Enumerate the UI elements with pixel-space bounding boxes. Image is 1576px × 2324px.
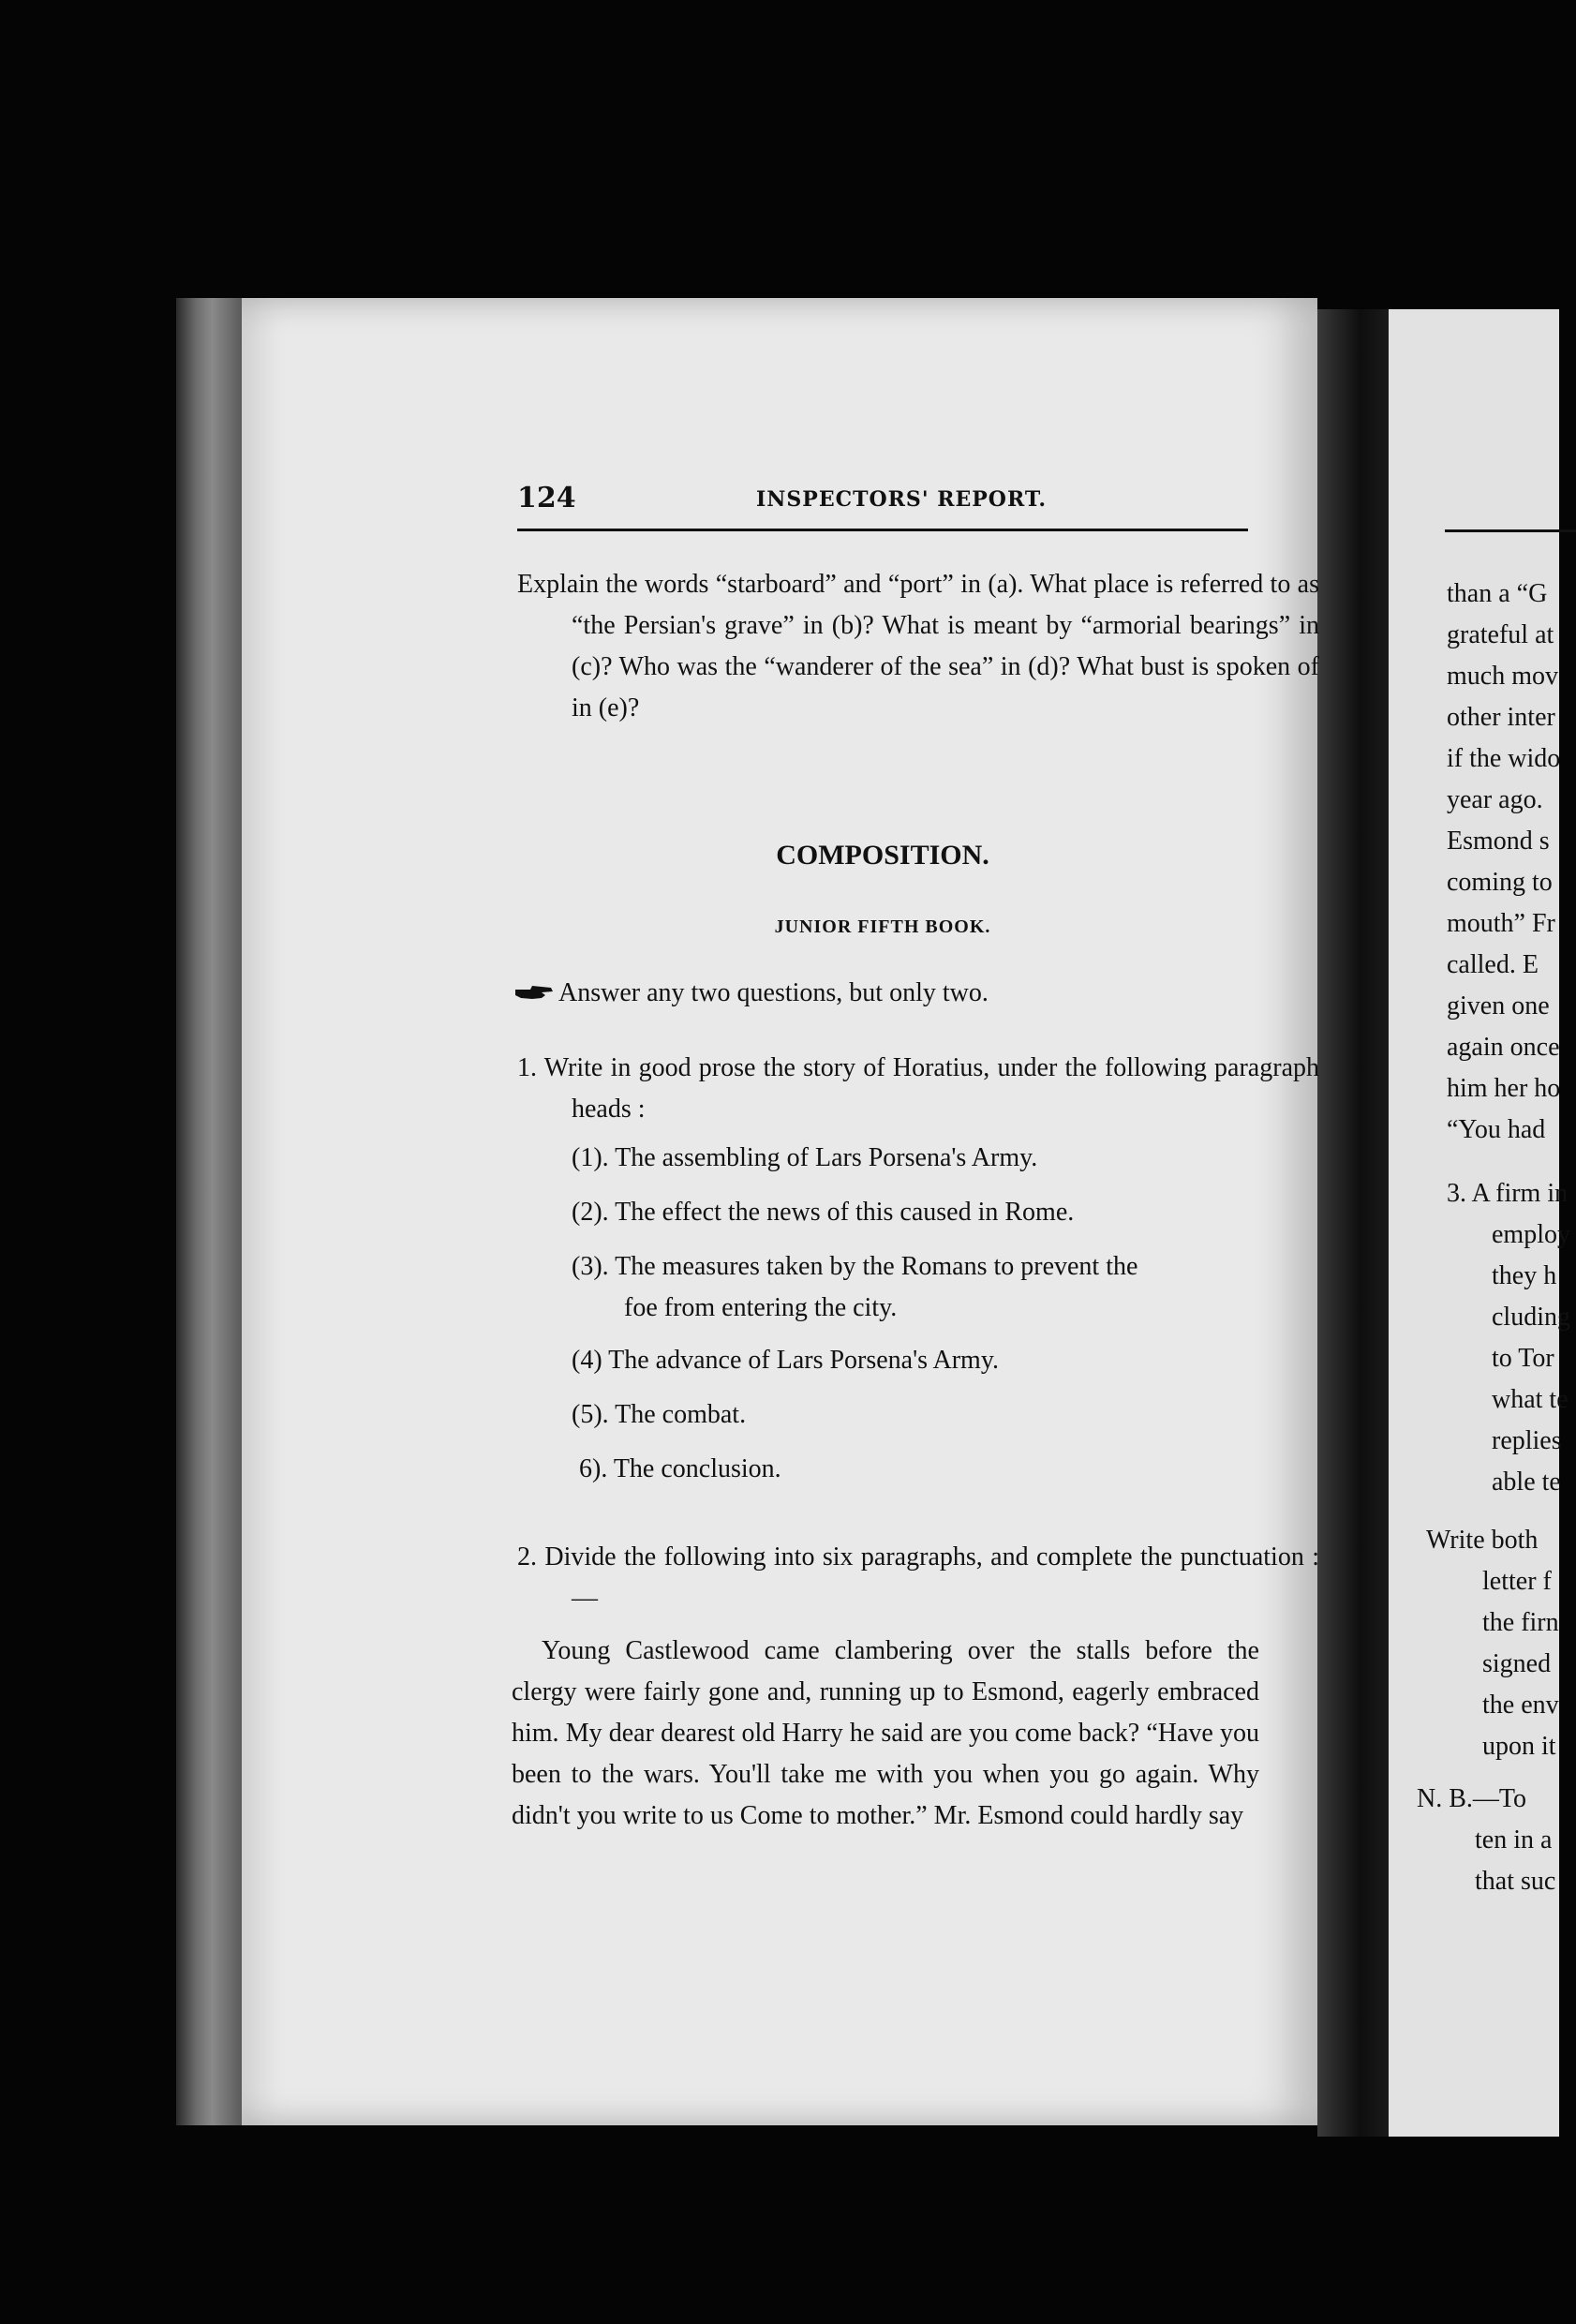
right-page-line: what te [1492,1385,1569,1414]
right-page-line: called. E [1447,950,1539,979]
right-page-line: other inter [1447,703,1555,732]
instruction-line [513,973,1254,1014]
right-page-line: coming to [1447,868,1553,897]
section-title: COMPOSITION. [776,840,989,871]
right-page-line: Esmond s [1447,827,1550,856]
right-page [1389,309,1570,2137]
page-header [517,482,1248,531]
question-1: 1. Write in good prose the story of Horatius, under the following paragraph heads : [517,1053,1319,1124]
right-page-line: upon it [1482,1732,1556,1761]
right-page-line: able te [1492,1467,1561,1497]
right-page-line: grateful at [1447,620,1554,649]
instruction-text: Answer any two questions, but only two. [558,978,989,1007]
right-page-line: than a “G [1447,579,1548,608]
right-page-line: to Tor [1492,1344,1554,1373]
page-number: 124 [517,482,576,514]
paragraph-head: (4) The advance of Lars Porsena's Army. [572,1346,1000,1375]
right-page-line: mouth” Fr [1447,909,1555,938]
book-gutter [1317,309,1389,2137]
right-page-line: the env [1482,1691,1559,1720]
question-2: 2. Divide the following into six paragraphs, and complete the punctuation :— [517,1542,1319,1613]
right-page-line: letter f [1482,1567,1552,1596]
intro-paragraph: Explain the words “starboard” and “port” in (a). What place is referred to as “the Persian's grave” in (b)? What is meant by “armorial bearings” in (c)? Who was the “wanderer of the sea” in (d)? What bust is spoken of in (e)? [517,570,1319,723]
section-subtitle: JUNIOR FIFTH BOOK. [774,916,991,937]
right-page-line: given one [1447,991,1550,1020]
right-page-line: that suc [1475,1867,1556,1896]
right-page-line: the firn [1482,1608,1559,1637]
right-page-line: ten in a [1475,1825,1553,1855]
pointing-hand-icon [513,975,555,995]
right-page-line: if the wido [1447,744,1561,773]
right-page-line: they h [1492,1261,1557,1290]
paragraph-head: (5). The combat. [572,1400,747,1429]
right-page-line: 3. A firm in [1447,1179,1569,1208]
right-page-line: “You had [1447,1115,1546,1144]
paragraph-head: 6). The conclusion. [579,1454,781,1483]
right-page-line: cluding [1492,1303,1570,1332]
right-page-line: again once [1447,1033,1560,1062]
page-edge [176,298,242,2125]
paragraph-head-continued: foe from entering the city. [624,1293,898,1322]
paragraph-head: (2). The effect the news of this caused in Rome. [572,1198,1075,1227]
running-head: INSPECTORS' REPORT. [756,487,1048,512]
right-page-rule [1445,529,1576,532]
right-page-line: much mov [1447,662,1558,691]
right-page-line: Write both [1426,1526,1539,1555]
right-page-line: replies [1492,1426,1562,1455]
right-page-line: signed [1482,1649,1552,1678]
right-page-line: N. B.—To [1417,1784,1527,1813]
paragraph-head: (3). The measures taken by the Romans to prevent the [572,1252,1138,1281]
passage-paragraph: Young Castlewood came clambering over the stalls before the clergy were fairly gone and, running up to Esmond, eagerly embraced him. My dear dearest old Harry he said are you come back? “Have you been to the wars. You'll take me with you when you go again. Why didn't you write to us Come to mother.” Mr. Esmond could hardly say [512,1636,1259,1830]
right-page-line: year ago. [1447,785,1543,814]
paragraph-head: (1). The assembling of Lars Porsena's Army. [572,1143,1038,1172]
right-page-line: employ [1492,1220,1570,1249]
right-page-line: him her ho [1447,1074,1561,1103]
